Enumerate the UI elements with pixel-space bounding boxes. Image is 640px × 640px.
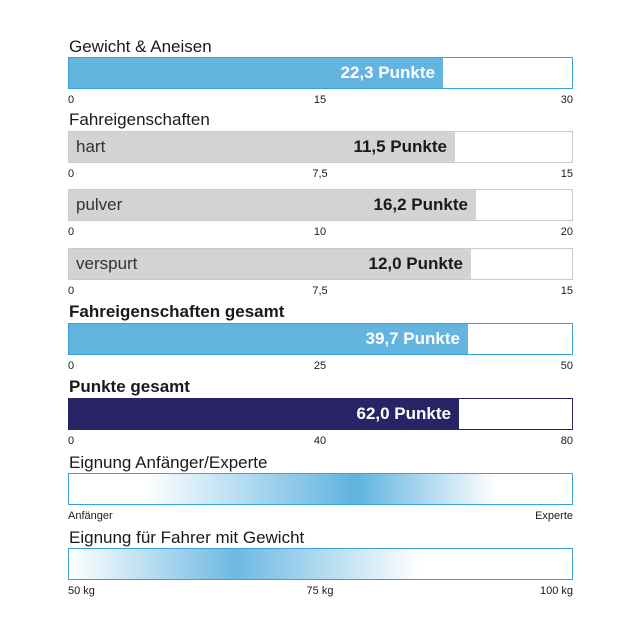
tick-label: 0	[68, 360, 75, 372]
tick-label: Experte	[535, 510, 573, 522]
value-label: 16,2 Punkte	[373, 195, 468, 214]
tick-label: 50 kg	[68, 585, 95, 597]
tick-label: 40	[313, 435, 327, 447]
bar-gewicht	[68, 57, 573, 89]
bar-pulver	[68, 189, 573, 221]
title-punkte-gesamt: Punkte gesamt	[69, 377, 190, 396]
tick-label: 30	[560, 94, 573, 106]
tick-label: 75 kg	[306, 585, 334, 597]
tick-label: 10	[313, 226, 327, 238]
value-label: 12,0 Punkte	[368, 254, 463, 273]
tick-label: 15	[560, 285, 573, 297]
gradient-bar-level	[68, 473, 573, 505]
tick-label: 20	[560, 226, 573, 238]
category-label: verspurt	[76, 254, 138, 273]
gradient-bar-gewicht	[68, 548, 573, 580]
category-label: hart	[76, 137, 106, 156]
tick-label: 0	[68, 226, 75, 238]
bar-punkte-gesamt	[68, 398, 573, 430]
tick-label: 0	[68, 285, 75, 297]
tick-label: Anfänger	[68, 510, 113, 522]
tick-label: 100 kg	[539, 585, 573, 597]
bar-verspurt	[68, 248, 573, 280]
tick-label: 0	[68, 168, 75, 180]
tick-label: 0	[68, 435, 75, 447]
category-label: pulver	[76, 195, 123, 214]
bar-fahreigenschaften-gesamt	[68, 323, 573, 355]
tick-label: 15	[560, 168, 573, 180]
title-eignung-gewicht: Eignung für Fahrer mit Gewicht	[69, 528, 305, 547]
title-eignung-level: Eignung Anfänger/Experte	[69, 453, 268, 472]
tick-label: 25	[313, 360, 327, 372]
title-fahreigenschaften-gesamt: Fahreigenschaften gesamt	[69, 302, 285, 321]
title-fahreigenschaften: Fahreigenschaften	[69, 110, 210, 129]
value-label: 11,5 Punkte	[353, 137, 447, 156]
tick-label: 50	[560, 360, 573, 372]
tick-label: 7,5	[312, 285, 328, 297]
value-label: 62,0 Punkte	[356, 404, 451, 423]
tick-label: 0	[68, 94, 75, 106]
tick-label: 7,5	[312, 168, 328, 180]
tick-label: 80	[560, 435, 573, 447]
value-label: 39,7 Punkte	[365, 329, 460, 348]
tick-label: 15	[313, 94, 327, 106]
value-label: 22,3 Punkte	[340, 63, 435, 82]
title-gewicht: Gewicht & Aneisen	[69, 37, 212, 56]
bar-hart	[68, 131, 573, 163]
